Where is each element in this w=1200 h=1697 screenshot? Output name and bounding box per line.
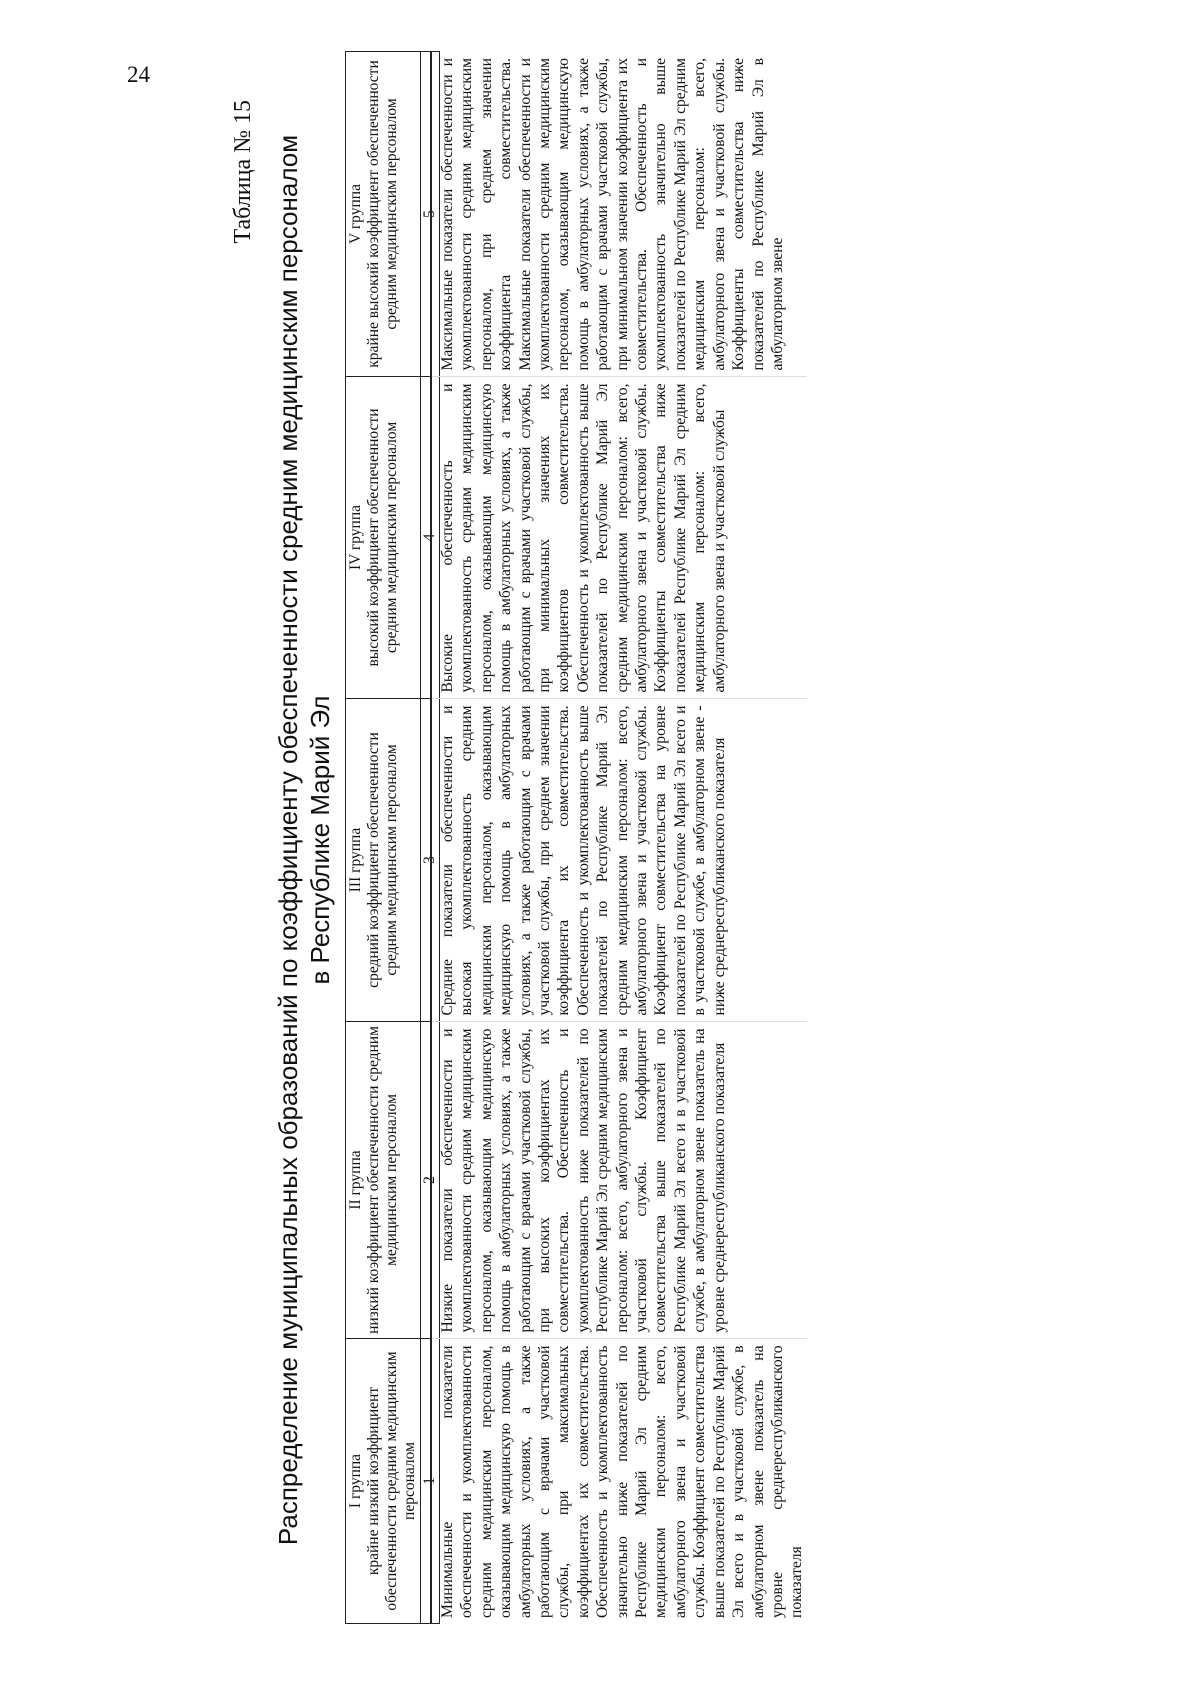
- page-number: 24: [127, 62, 150, 87]
- group-header-5: [346, 52, 421, 377]
- group-subtitle: низкий коэффициент обеспеченности средним медицинским персоналом: [365, 1026, 400, 1334]
- group-name: V группа: [347, 184, 364, 244]
- rotated-page: [230, 40, 1200, 1640]
- group-header-2: [346, 1022, 421, 1339]
- group-name: IV группа: [347, 504, 364, 571]
- group-subtitle: высокий коэффициент обеспеченности средним медицинским персоналом: [365, 408, 400, 667]
- column-number: 2: [421, 1022, 440, 1339]
- group-description-3: Средние показатели обеспеченности и высокая укомплектованность средним медицинским персоналом, оказывающим медицинскую помощь в амбулаторных условиях, а также работающим с врачами участковой службы, при среднем значении коэффициента их совместительства. Обеспеченность и укомплектованность выше показателей по Республике Марий Эл средним медицинским персоналом: всего, амбулаторного звена и участковой службы. Коэффициент совместительства на уровне показателей по Республике Марий Эл всего и в участковой службе, в амбулаторном звене - ниже среднереспубликанского показателя: [431, 699, 807, 1022]
- group-description-4: Высокие обеспеченность и укомплектованность средним медицинским персоналом, оказывающим медицинскую помощь в амбулаторных условиях, а также работающим с врачами участковой службы, при минимальных значениях их коэффициентов совместительства. Обеспеченность и укомплектованность выше показателей по Республике Марий Эл средним медицинским персоналом: всего, амбулаторного звена и участковой службы. Коэффициенты совместительства ниже показателей Республике Марий Эл средним медицинским персоналом: всего, амбулаторного звена и участковой службы: [431, 377, 807, 699]
- table-number: Таблица № 15: [230, 100, 256, 244]
- group-name: II группа: [347, 1150, 364, 1210]
- column-number: 3: [421, 699, 440, 1022]
- header-table: [345, 51, 440, 1624]
- group-subtitle: крайне низкий коэффициент обеспеченности средним медицинским персоналом: [365, 1351, 418, 1611]
- title-line-2: в Республике Марий Эл: [305, 695, 335, 985]
- body-table: [430, 52, 807, 1624]
- title-line-1: Распределение муниципальных образований по коэффициенту обеспеченности средним медицинским персоналом: [273, 134, 303, 1546]
- column-number: 1: [421, 1339, 440, 1624]
- group-header-4: [346, 377, 421, 699]
- group-subtitle: средний коэффициент обеспеченности средним медицинским персоналом: [365, 732, 400, 988]
- group-name: I группа: [347, 1453, 364, 1509]
- group-description-1: Минимальные показатели обеспеченности и укомплектованности средним медицинским персоналом, оказывающим медицинскую помощь в амбулаторных условиях, а также работающим с врачами участковой службы, при максимальных коэффициентах их совместительства. Обеспеченность и укомплектованность значительно ниже показателей по Республике Марий Эл средним медицинским персоналом: всего, амбулаторного звена и участковой службы. Коэффициент совместительства выше показателей по Республике Марий Эл всего и в участковой службе, в амбулаторном звене показатель на уровне среднереспубликанского показателя: [431, 1339, 807, 1624]
- group-name: III группа: [347, 827, 364, 893]
- group-header-3: [346, 699, 421, 1022]
- document-title: [272, 40, 336, 1640]
- group-description-2: Низкие показатели обеспеченности и укомплектованности средним медицинским персоналом, оказывающим медицинскую помощь в амбулаторных условиях, а также работающим с врачами участковой службы, при высоких коэффициентах их совместительства. Обеспеченность и укомплектованность ниже показателей по Республике Марий Эл средним медицинским персоналом: всего, амбулаторного звена и участковой службы. Коэффициент совместительства выше показателей по Республике Марий Эл всего и в участковой службе, в амбулаторном звене показатель на уровне среднереспубликанского показателя: [431, 1022, 807, 1339]
- column-number: 4: [421, 377, 440, 699]
- group-header-1: [346, 1339, 421, 1624]
- group-subtitle: крайне высокий коэффициент обеспеченности средним медицинским персоналом: [365, 60, 400, 368]
- column-number: 5: [421, 52, 440, 377]
- group-description-5: Максимальные показатели обеспеченности и укомплектованности средним медицинским персоналом, при среднем значении коэффициента совместительства. Максимальные показатели обеспеченности и укомплектованности средним медицинским персоналом, оказывающим медицинскую помощь в амбулаторных условиях, а также работающим с врачами участковой службы, при минимальном значении коэффициента их совместительства. Обеспеченность и укомплектованность значительно выше показателей по Республике Марий Эл средним медицинским персоналом: всего, амбулаторного звена и участковой службы. Коэффициенты совместительства ниже показателей по Республике Марий Эл в амбулаторном звене: [439, 58, 786, 371]
